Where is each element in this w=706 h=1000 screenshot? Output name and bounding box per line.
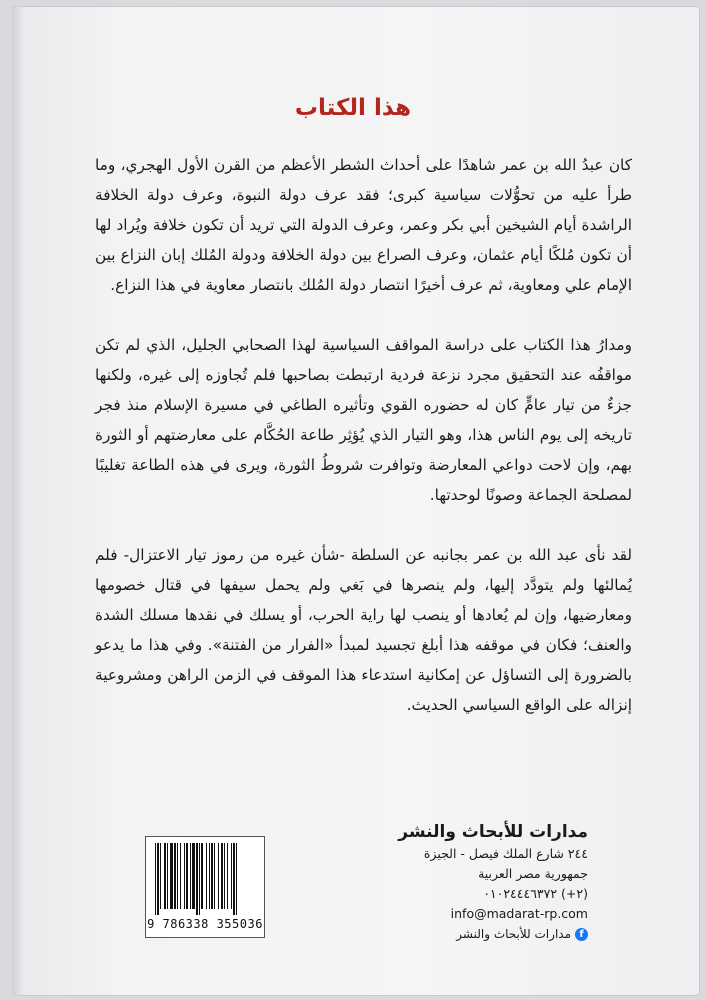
blurb-text [95,150,632,750]
barcode-bar [233,843,235,915]
barcode-bar [231,843,232,909]
barcode-bar [157,843,159,915]
facebook-icon: f [575,928,588,941]
blurb-paragraph-2: ومدارُ هذا الكتاب على دراسة المواقف السياسية لهذا الصحابي الجليل، الذي لم تكن مواقفُه عند التحقيق مجرد نزعة فردية ارتبطت بصاحبها فلم تُجاوزه إلى غيره، ولكنها جزءٌ من تيار عامٍّ كان له حضوره القوي وتأثيره الطاغي في مسيرة الإسلام منذ فجر تاريخه إلى يوم الناس هذا، وهو التيار الذي يُؤثِر طاعة الحُكَّام على معارضتهم أو الثورة بهم، وإن لاحت دواعي المعارضة وتوافرت شروطُ الثورة، ويرى في هذه الطاعة تغليبًا لمصلحة الجماعة وصونًا لوحدتها. [95,336,632,504]
barcode-bar [214,843,215,909]
barcode-bar [184,843,185,909]
barcode-bar [199,843,200,915]
barcode-bar [155,843,156,915]
barcode-bar [160,843,161,909]
cover-title: هذا الكتاب [294,95,412,121]
facebook-page-name: مدارات للأبحاث والنشر [456,927,571,941]
blurb-paragraph-1: كان عبدُ الله بن عمر شاهدًا على أحداث الشطر الأعظم من القرن الأول الهجري، وما طرأ عليه من تحوُّلات سياسية كبرى؛ فقد عرف دولة النبوة، وعرف دولة الخلافة الراشدة أيام الشيخين أبي بكر وعمر، وعرف الدولة التي تريد أن تكون خلافة ويُراد لها أن تكون مُلكًا أيام عثمان، وعرف الصراع بين دولة الخلافة ودولة المُلك إبان النزاع بين الإمام علي ومعاوية، ثم عرف أخيرًا انتصار دولة المُلك بانتصار معاوية في هذا النزاع. [95,156,632,294]
barcode-bar [192,843,195,909]
publisher-country: جمهورية مصر العربية [478,866,588,881]
barcode-bar [224,843,225,909]
barcode-bar [236,843,237,915]
spine-shadow [12,6,24,996]
isbn-barcode [145,836,265,938]
barcode-bar [227,843,228,909]
barcode-bar [177,843,178,909]
barcode-bars [153,843,257,915]
barcode-bar [218,843,219,909]
barcode-bar [174,843,176,909]
publisher-facebook [388,924,588,944]
barcode-bar [167,843,168,909]
barcode-bar [221,843,223,909]
publisher-address: ٢٤٤ شارع الملك فيصل - الجيزة [423,846,588,861]
barcode-bar [186,843,188,909]
blurb-paragraph-3: لقد نأى عبد الله بن عمر بجانبه عن السلطة -شأن غيره من رموز تيار الاعتزال- فلم يُمالئها ولم يتودَّد إليها، ولم ينصرها في بَغي ولم يحمل سيفها في قتال خصومها ومعارضيها، وإن لم يُعادها أو ينصب لها راية الحرب، أو يسلك في نقدها مسلك الشدة والعنف؛ فكان في موقفه هذا أبلغ تجسيد لمبدأ «الفرار من الفتنة». وفي هذا ما يدعو بالضرورة إلى التساؤل عن إمكانية استدعاء هذا الموقف في الزمن الراهن ومشروعية إنزاله على الواقع السياسي الحديث. [95,546,632,714]
barcode-bar [201,843,203,909]
barcode-number: 9 786338 355036 [147,917,263,931]
publisher-block [388,820,588,944]
publisher-name: مدارات للأبحاث والنشر [398,822,588,842]
barcode-bar [180,843,181,909]
barcode-bar [190,843,191,909]
barcode-bar [209,843,210,909]
publisher-email: info@madarat-rp.com [450,906,588,921]
barcode-bar [206,843,207,909]
barcode-bar [196,843,198,915]
publisher-phone: (٢+) ٠١٠٢٤٤٤٦٣٧٢ [483,886,588,901]
barcode-bar [164,843,166,909]
barcode-bar [211,843,213,909]
barcode-bar [170,843,173,909]
